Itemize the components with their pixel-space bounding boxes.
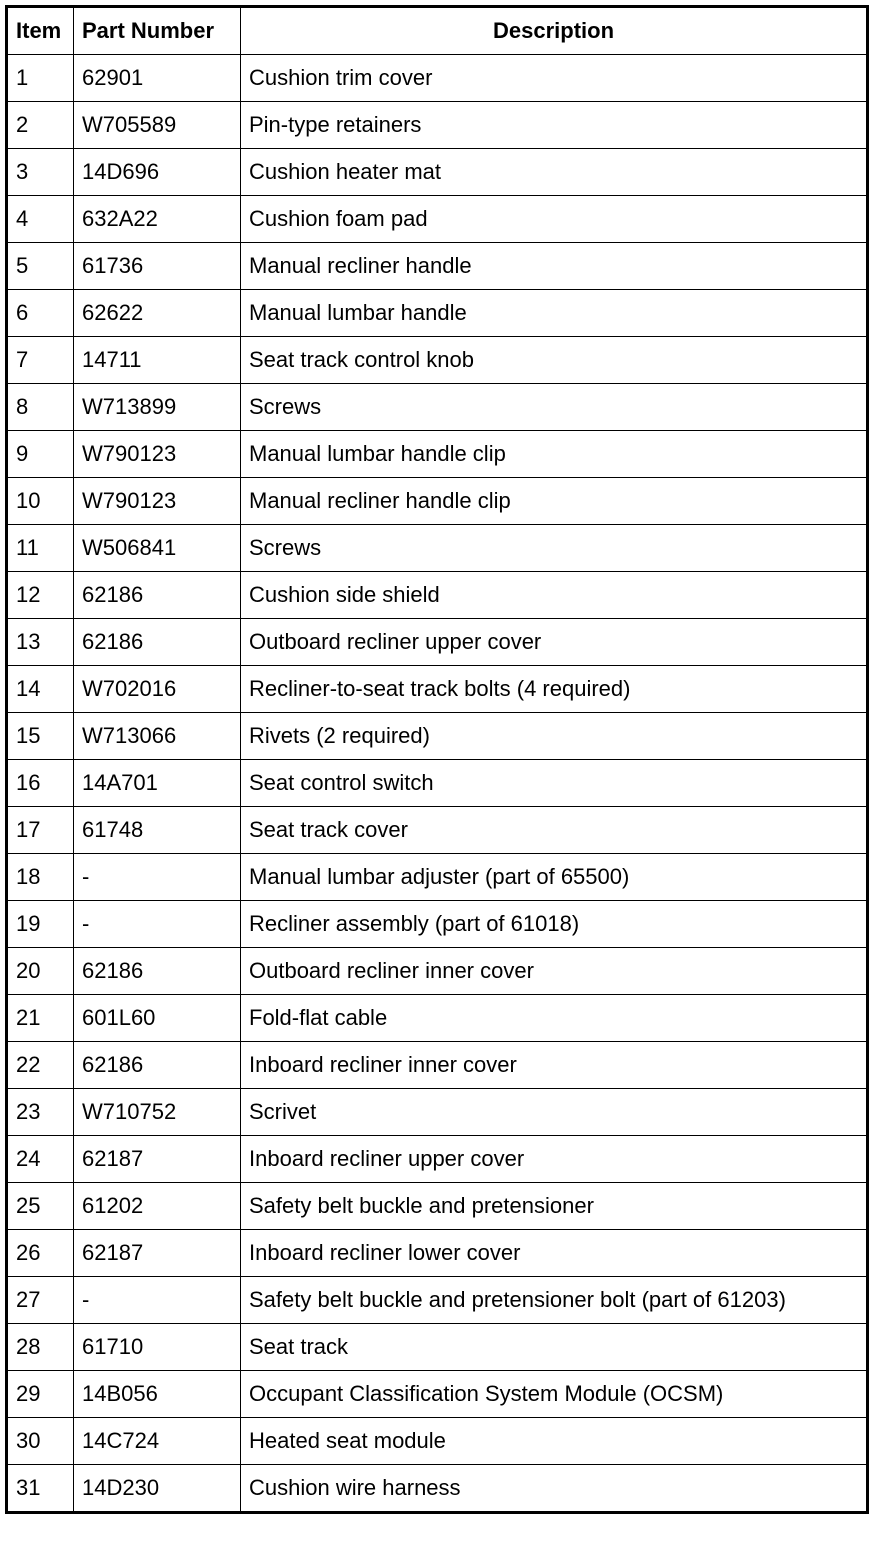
part-number-cell: 61202 <box>74 1183 241 1230</box>
table-row <box>7 948 868 995</box>
description-cell: Occupant Classification System Module (OCSM) <box>241 1371 868 1418</box>
header-item: Item <box>7 7 74 55</box>
description-cell: Cushion heater mat <box>241 149 868 196</box>
header-row <box>7 7 868 55</box>
table-row <box>7 55 868 102</box>
description-cell: Safety belt buckle and pretensioner bolt (part of 61203) <box>241 1277 868 1324</box>
description-cell: Manual lumbar handle <box>241 290 868 337</box>
header-description: Description <box>241 7 868 55</box>
item-cell: 5 <box>7 243 74 290</box>
part-number-cell: 62186 <box>74 572 241 619</box>
part-number-cell: 14C724 <box>74 1418 241 1465</box>
table-row <box>7 431 868 478</box>
description-cell: Manual lumbar adjuster (part of 65500) <box>241 854 868 901</box>
description-cell: Manual lumbar handle clip <box>241 431 868 478</box>
part-number-cell: - <box>74 854 241 901</box>
description-cell: Inboard recliner lower cover <box>241 1230 868 1277</box>
description-cell: Outboard recliner inner cover <box>241 948 868 995</box>
part-number-cell: 601L60 <box>74 995 241 1042</box>
table-row <box>7 1418 868 1465</box>
part-number-cell: 62186 <box>74 619 241 666</box>
description-cell: Screws <box>241 384 868 431</box>
part-number-cell: W710752 <box>74 1089 241 1136</box>
item-cell: 4 <box>7 196 74 243</box>
table-row <box>7 1230 868 1277</box>
description-cell: Cushion wire harness <box>241 1465 868 1513</box>
description-cell: Inboard recliner upper cover <box>241 1136 868 1183</box>
table-row <box>7 478 868 525</box>
table-row <box>7 1042 868 1089</box>
item-cell: 3 <box>7 149 74 196</box>
description-cell: Scrivet <box>241 1089 868 1136</box>
item-cell: 28 <box>7 1324 74 1371</box>
description-cell: Inboard recliner inner cover <box>241 1042 868 1089</box>
part-number-cell: 62186 <box>74 1042 241 1089</box>
description-cell: Fold-flat cable <box>241 995 868 1042</box>
description-cell: Manual recliner handle <box>241 243 868 290</box>
table-row <box>7 619 868 666</box>
table-row <box>7 1136 868 1183</box>
table-row <box>7 525 868 572</box>
part-number-cell: W702016 <box>74 666 241 713</box>
part-number-cell: W790123 <box>74 431 241 478</box>
description-cell: Pin-type retainers <box>241 102 868 149</box>
item-cell: 20 <box>7 948 74 995</box>
part-number-cell: 62187 <box>74 1136 241 1183</box>
item-cell: 21 <box>7 995 74 1042</box>
item-cell: 27 <box>7 1277 74 1324</box>
item-cell: 18 <box>7 854 74 901</box>
part-number-cell: 14711 <box>74 337 241 384</box>
part-number-cell: 14D230 <box>74 1465 241 1513</box>
table-row <box>7 1277 868 1324</box>
item-cell: 30 <box>7 1418 74 1465</box>
description-cell: Heated seat module <box>241 1418 868 1465</box>
item-cell: 14 <box>7 666 74 713</box>
table-row <box>7 901 868 948</box>
item-cell: 8 <box>7 384 74 431</box>
item-cell: 19 <box>7 901 74 948</box>
description-cell: Cushion foam pad <box>241 196 868 243</box>
table-row <box>7 102 868 149</box>
part-number-cell: 14B056 <box>74 1371 241 1418</box>
parts-table <box>5 5 869 1514</box>
part-number-cell: W705589 <box>74 102 241 149</box>
description-cell: Recliner-to-seat track bolts (4 required) <box>241 666 868 713</box>
part-number-cell: 62186 <box>74 948 241 995</box>
item-cell: 17 <box>7 807 74 854</box>
part-number-cell: 61710 <box>74 1324 241 1371</box>
item-cell: 26 <box>7 1230 74 1277</box>
description-cell: Seat track <box>241 1324 868 1371</box>
item-cell: 15 <box>7 713 74 760</box>
description-cell: Screws <box>241 525 868 572</box>
table-row <box>7 854 868 901</box>
table-row <box>7 196 868 243</box>
item-cell: 12 <box>7 572 74 619</box>
item-cell: 1 <box>7 55 74 102</box>
table-row <box>7 290 868 337</box>
item-cell: 6 <box>7 290 74 337</box>
table-row <box>7 243 868 290</box>
part-number-cell: W713066 <box>74 713 241 760</box>
item-cell: 10 <box>7 478 74 525</box>
table-row <box>7 149 868 196</box>
item-cell: 11 <box>7 525 74 572</box>
description-cell: Seat track cover <box>241 807 868 854</box>
table-row <box>7 760 868 807</box>
part-number-cell: 14A701 <box>74 760 241 807</box>
item-cell: 22 <box>7 1042 74 1089</box>
description-cell: Rivets (2 required) <box>241 713 868 760</box>
table-header <box>7 7 868 55</box>
description-cell: Cushion trim cover <box>241 55 868 102</box>
item-cell: 24 <box>7 1136 74 1183</box>
item-cell: 31 <box>7 1465 74 1513</box>
item-cell: 9 <box>7 431 74 478</box>
table-row <box>7 666 868 713</box>
description-cell: Seat control switch <box>241 760 868 807</box>
table-row <box>7 1465 868 1513</box>
table-row <box>7 1371 868 1418</box>
part-number-cell: 61748 <box>74 807 241 854</box>
item-cell: 29 <box>7 1371 74 1418</box>
table-row <box>7 995 868 1042</box>
item-cell: 16 <box>7 760 74 807</box>
item-cell: 7 <box>7 337 74 384</box>
part-number-cell: - <box>74 901 241 948</box>
part-number-cell: 61736 <box>74 243 241 290</box>
description-cell: Manual recliner handle clip <box>241 478 868 525</box>
part-number-cell: - <box>74 1277 241 1324</box>
table-row <box>7 1183 868 1230</box>
table-body <box>7 55 868 1513</box>
table-row <box>7 1089 868 1136</box>
table-row <box>7 713 868 760</box>
description-cell: Cushion side shield <box>241 572 868 619</box>
item-cell: 2 <box>7 102 74 149</box>
part-number-cell: 62187 <box>74 1230 241 1277</box>
table-row <box>7 572 868 619</box>
description-cell: Outboard recliner upper cover <box>241 619 868 666</box>
part-number-cell: 632A22 <box>74 196 241 243</box>
item-cell: 13 <box>7 619 74 666</box>
part-number-cell: W790123 <box>74 478 241 525</box>
part-number-cell: W506841 <box>74 525 241 572</box>
header-part-number: Part Number <box>74 7 241 55</box>
part-number-cell: 62901 <box>74 55 241 102</box>
table-row <box>7 807 868 854</box>
table-row <box>7 384 868 431</box>
item-cell: 23 <box>7 1089 74 1136</box>
table-row <box>7 1324 868 1371</box>
table-row <box>7 337 868 384</box>
description-cell: Recliner assembly (part of 61018) <box>241 901 868 948</box>
item-cell: 25 <box>7 1183 74 1230</box>
part-number-cell: 62622 <box>74 290 241 337</box>
description-cell: Seat track control knob <box>241 337 868 384</box>
description-cell: Safety belt buckle and pretensioner <box>241 1183 868 1230</box>
part-number-cell: W713899 <box>74 384 241 431</box>
part-number-cell: 14D696 <box>74 149 241 196</box>
